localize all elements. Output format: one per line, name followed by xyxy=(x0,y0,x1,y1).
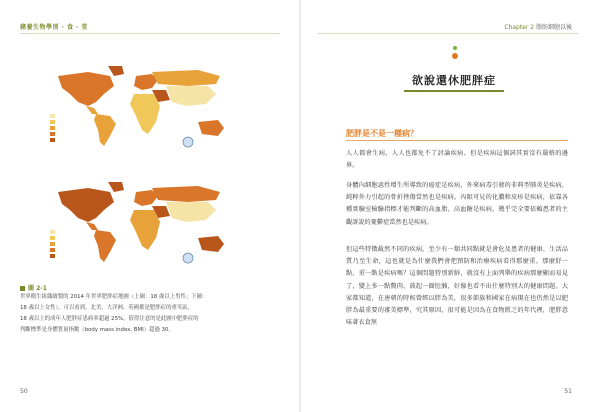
who-logo xyxy=(183,253,193,263)
map-greenland xyxy=(108,66,124,76)
world-obesity-map-women xyxy=(48,178,238,268)
world-map-men-graphic xyxy=(48,62,238,152)
legend-swatch-2 xyxy=(50,120,55,124)
map-south-america xyxy=(94,230,116,262)
world-obesity-map-men xyxy=(48,62,238,152)
section-title-underline xyxy=(404,90,504,92)
map-central-america xyxy=(86,106,98,114)
caption-line: 18 歲以上的成年人肥胖症患病率超過 25%。值得注意的是此圖中肥胖症的 xyxy=(20,316,199,322)
legend-swatch-3 xyxy=(50,242,55,246)
legend-swatch-1 xyxy=(50,114,55,118)
who-logo xyxy=(183,137,193,147)
map-russia xyxy=(152,70,220,86)
map-south-america xyxy=(94,114,116,146)
figure-label-marker xyxy=(20,286,25,291)
caption-line: 18 歲以上女性）。可以看到，北美、大洋洲、英國都是肥胖症的重災區， xyxy=(20,305,193,311)
legend-swatch-2 xyxy=(50,236,55,240)
header-rule-left xyxy=(20,33,280,34)
map-north-america xyxy=(58,72,114,106)
section-title: 欲說還休肥胖症 xyxy=(412,74,496,87)
map-russia xyxy=(152,186,220,202)
legend-swatch-5 xyxy=(50,254,55,258)
running-header-right xyxy=(504,22,572,31)
map-australia xyxy=(198,236,224,252)
map-north-america xyxy=(58,188,114,222)
page-number-left: 50 xyxy=(20,388,28,395)
legend-swatch-1 xyxy=(50,230,55,234)
figure-caption xyxy=(20,292,282,336)
green-dot-icon xyxy=(453,46,457,50)
paragraph-2: 身體內細胞惡性增生所導致的癌症是疾病，外來病毒引發的非典型肺炎是疾病，純粹外力引起的骨折挫傷當然也是疾病。內眼可見的化膿和皮疹是疾病，依靠各種實驗室檢驗指標才能判斷的高血脂、高血糖是疾病，幾乎完全要依賴患者的主觀訴說的憂鬱症當然也是疾病。 xyxy=(346,182,568,226)
legend-swatch-3 xyxy=(50,126,55,130)
figure-label xyxy=(20,283,47,292)
header-rule-right xyxy=(318,33,578,34)
book-gutter xyxy=(299,0,301,412)
orange-dot-icon xyxy=(452,53,458,59)
map-africa xyxy=(130,210,160,250)
caption-line: 世界衛生組織繪製的 2014 年世界肥胖症地圖（上圖：18 歲以上男性；下圖： xyxy=(20,294,208,300)
map-asia xyxy=(166,86,216,106)
world-map-women-graphic xyxy=(48,178,238,268)
legend-swatch-4 xyxy=(50,248,55,252)
subheading-rule xyxy=(346,140,568,141)
map-asia xyxy=(166,202,216,222)
paragraph-3: 但這些特徵截然不同的疾病，至少有一類共同點就是會危及患者的健康、生活品質乃至生命，這也就是為什麼我們會把預防和治療疾病看得那麼重。那麼舒一點，重一點是疾病嗎？這個問題特別新鮮，就沒有上面列舉的疾病那麼顯而易見了，變上多一點贅肉，鼓起一圈肚腩，好像也看不出什麼特別大的健康問題。大家都知道，在唐朝的時候曾經以胖為美，很多節族和國家在病現在也仍然是以肥胖為最重要的審美標準，究其原因，很可能是因為在食物匱乏的年代裡，肥胖意味著衣食無 xyxy=(346,246,568,327)
running-header-left: 豬養生物學別 · 食 · 堂 xyxy=(20,24,88,31)
caption-line: 判斷標準是身體質量指數（body mass index, BMI）超過 30。 xyxy=(20,327,174,333)
map-greenland xyxy=(108,182,124,192)
subheading: 肥胖是不是一種病？ xyxy=(346,129,418,138)
legend-swatch-4 xyxy=(50,132,55,136)
map-australia xyxy=(198,120,224,136)
legend-swatch-5 xyxy=(50,138,55,142)
figure-label-text: 圖 2-1 xyxy=(28,285,47,292)
map-central-america xyxy=(86,222,98,230)
chapter-number: Chapter 2 xyxy=(504,24,535,31)
page-number-right: 51 xyxy=(564,388,572,395)
paragraph-1: 人人都會生病，人人也都免不了討論疾病。但是疾病這個詞其實沒有嚴格的邊界。 xyxy=(346,150,568,170)
section-decoration xyxy=(448,46,462,62)
chapter-title: 脂肪細胞以後 xyxy=(535,24,572,31)
map-africa xyxy=(130,94,160,134)
